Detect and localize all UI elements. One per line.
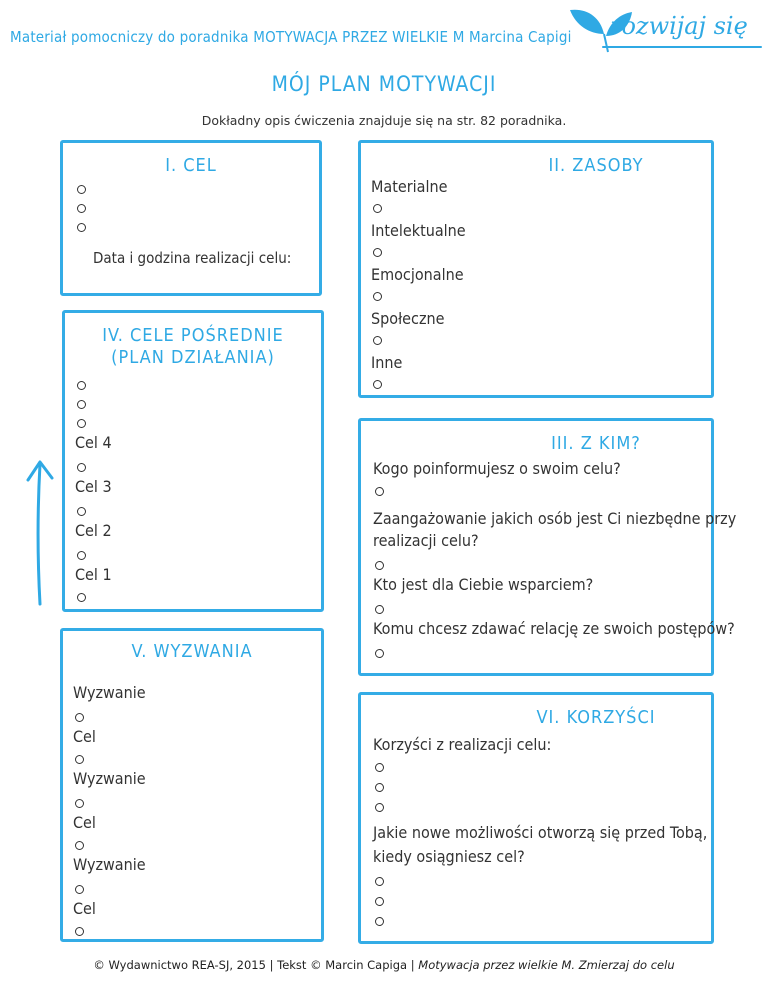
bullet (375, 649, 384, 658)
bullet (375, 803, 384, 812)
bullet (75, 799, 84, 808)
bullet (375, 783, 384, 792)
milestone-label: Cel 3 (75, 477, 112, 496)
footer (0, 958, 768, 972)
page-title: MÓJ PLAN MOTYWACJI (271, 72, 497, 96)
resource-label: Społeczne (371, 309, 445, 328)
bullet (77, 400, 86, 409)
box-zasoby (358, 140, 714, 398)
challenge-label: Wyzwanie (73, 683, 146, 702)
box-korzysci (358, 692, 714, 944)
bullet (75, 885, 84, 894)
footer-copyright: © Wydawnictwo REA-SJ, 2015 | Tekst © Marcin Capiga | (93, 958, 415, 972)
question: realizacji celu? (373, 531, 479, 550)
challenge-label: Cel (73, 899, 96, 918)
bullet (373, 248, 382, 257)
question: Jakie nowe możliwości otworzą się przed Tobą, (373, 823, 708, 842)
bullet (373, 336, 382, 345)
bullet (75, 755, 84, 764)
resource-label: Inne (371, 353, 403, 372)
bullet (77, 381, 86, 390)
header-subtitle: Materiał pomocniczy do poradnika MOTYWACJA PRZEZ WIELKIE M Marcina Capigi (10, 28, 572, 46)
section-title-korzysci: VI. KORZYŚCI (536, 707, 656, 728)
bullet (375, 487, 384, 496)
challenge-label: Wyzwanie (73, 769, 146, 788)
section-title-cele-posrednie: IV. CELE POŚREDNIE (102, 325, 284, 346)
question: Korzyści z realizacji celu: (373, 735, 552, 754)
bullet (77, 507, 86, 516)
logo-underline (602, 46, 762, 48)
box-cele-posrednie (62, 310, 324, 612)
section-title-cel: I. CEL (165, 155, 217, 176)
logo-text: rozwijaj się (610, 12, 748, 40)
section-title-wyzwania: V. WYZWANIA (131, 641, 253, 662)
question: Komu chcesz zdawać relację ze swoich postępów? (373, 619, 735, 638)
milestone-label: Cel 1 (75, 565, 112, 584)
box-wyzwania (60, 628, 324, 942)
bullet (375, 763, 384, 772)
date-label: Data i godzina realizacji celu: (93, 249, 292, 267)
resource-label: Intelektualne (371, 221, 466, 240)
question: Kogo poinformujesz o swoim celu? (373, 459, 621, 478)
section-subtitle-plan: (PLAN DZIAŁANIA) (111, 347, 275, 368)
bullet (77, 223, 86, 232)
bullet (375, 917, 384, 926)
resource-label: Materialne (371, 177, 448, 196)
bullet (375, 561, 384, 570)
bullet (375, 877, 384, 886)
bullet (75, 841, 84, 850)
bullet (375, 605, 384, 614)
bullet (373, 204, 382, 213)
bullet (77, 419, 86, 428)
milestone-label: Cel 4 (75, 433, 112, 452)
footer-book-title: Motywacja przez wielkie M. Zmierzaj do celu (418, 958, 675, 972)
milestone-label: Cel 2 (75, 521, 112, 540)
bullet (75, 713, 84, 722)
bullet (375, 897, 384, 906)
resource-label: Emocjonalne (371, 265, 464, 284)
instructions: Dokładny opis ćwiczenia znajduje się na str. 82 poradnika. (201, 113, 567, 128)
challenge-label: Cel (73, 727, 96, 746)
bullet (373, 380, 382, 389)
arrow-up-icon (24, 458, 54, 606)
bullet (77, 204, 86, 213)
bullet (77, 593, 86, 602)
question: kiedy osiągniesz cel? (373, 847, 525, 866)
challenge-label: Cel (73, 813, 96, 832)
bullet (77, 551, 86, 560)
bullet (77, 185, 86, 194)
bullet (373, 292, 382, 301)
box-cel (60, 140, 322, 296)
question: Kto jest dla Ciebie wsparciem? (373, 575, 594, 594)
section-title-z-kim: III. Z KIM? (551, 433, 641, 454)
section-title-zasoby: II. ZASOBY (548, 155, 644, 176)
challenge-label: Wyzwanie (73, 855, 146, 874)
question: Zaangażowanie jakich osób jest Ci niezbędne przy (373, 509, 737, 528)
bullet (75, 927, 84, 936)
bullet (77, 463, 86, 472)
box-z-kim (358, 418, 737, 676)
